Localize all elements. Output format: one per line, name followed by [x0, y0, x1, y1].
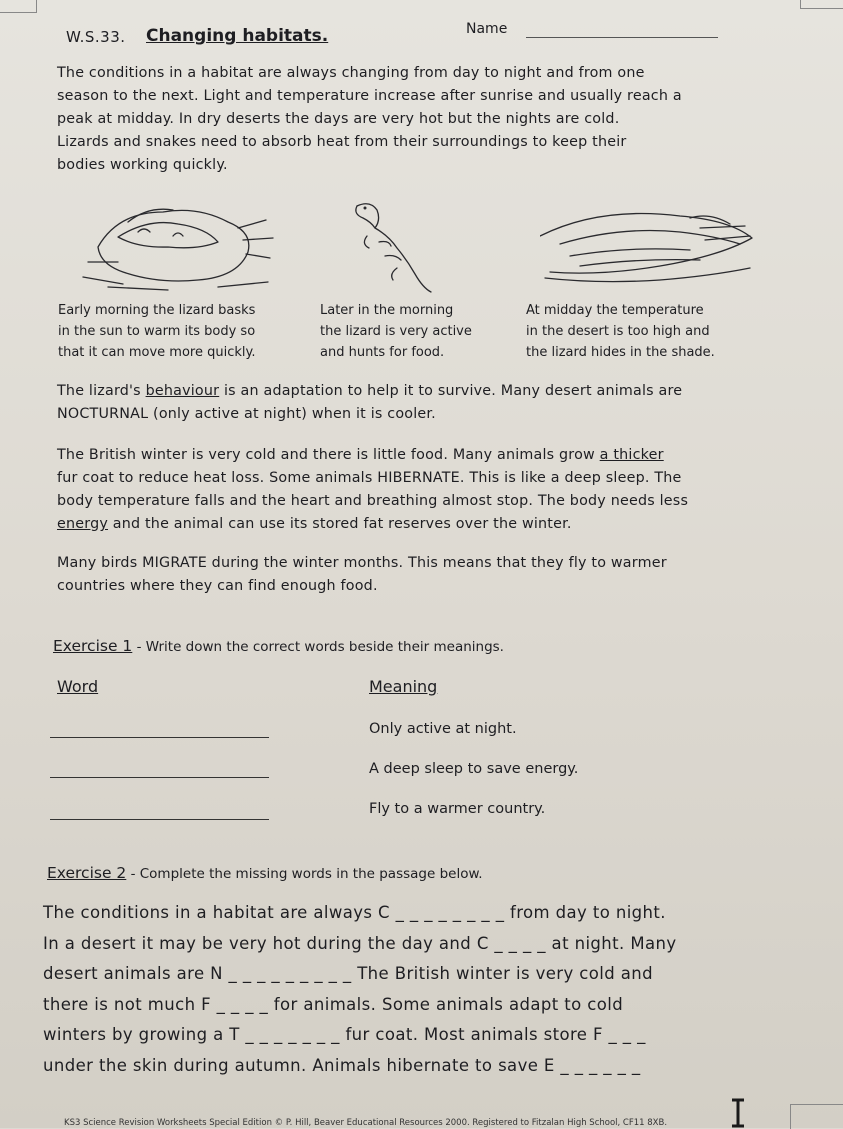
- cloze-line[interactable]: under the skin during autumn. Animals hibernate to save E _ _ _ _ _ _: [43, 1055, 641, 1075]
- exercise-2-heading: [47, 863, 483, 882]
- meaning-column-header: Meaning: [369, 677, 438, 696]
- cloze-line[interactable]: winters by growing a T _ _ _ _ _ _ _ fur coat. Most animals store F _ _ _: [43, 1025, 646, 1044]
- winter-line: body temperature falls and the heart and breathing almost stop. The body needs less: [57, 493, 689, 509]
- caption-early-morning: [58, 300, 255, 363]
- caption-line: Early morning the lizard basks: [58, 303, 256, 318]
- name-label: Name: [466, 21, 508, 37]
- cloze-line[interactable]: desert animals are N _ _ _ _ _ _ _ _ _ The British winter is very cold and: [43, 964, 654, 983]
- page-title: Changing habitats.: [146, 26, 329, 46]
- behaviour-line: NOCTURNAL (only active at night) when it is cooler.: [57, 406, 436, 422]
- text-run: and the animal can use its stored fat reserves over the winter.: [108, 516, 572, 532]
- exercise-instruction: - Write down the correct words beside their meanings.: [132, 639, 504, 655]
- intro-line: The conditions in a habitat are always changing from day to night and from one: [57, 65, 645, 81]
- text-cursor-icon: [728, 1098, 748, 1128]
- text-run: is an adaptation to help it to survive. Many desert animals are: [219, 383, 683, 399]
- scan-corner-mark: [790, 1104, 843, 1129]
- winter-paragraph: [57, 444, 757, 536]
- answer-blank[interactable]: [50, 819, 269, 820]
- caption-line: and hunts for food.: [320, 345, 445, 360]
- cloze-line[interactable]: there is not much F _ _ _ _ for animals. Some animals adapt to cold: [43, 994, 624, 1014]
- migrate-line: countries where they can find enough food.: [57, 578, 378, 594]
- caption-line: that it can move more quickly.: [58, 345, 256, 360]
- migrate-line: Many birds MIGRATE during the winter months. This means that they fly to warmer: [57, 555, 667, 571]
- name-field[interactable]: [526, 37, 718, 38]
- footer-credit: KS3 Science Revision Worksheets Special Edition © P. Hill, Beaver Educational Resources 2000. Registered to Fitzalan High School, CF11 8XB.: [64, 1118, 668, 1128]
- intro-line: season to the next. Light and temperature increase after sunrise and usually reach a: [57, 88, 682, 104]
- caption-midday: [526, 300, 715, 363]
- intro-line: bodies working quickly.: [57, 157, 228, 173]
- underlined-word: energy: [57, 516, 109, 532]
- lizard-hunting-illustration: [345, 196, 435, 296]
- meaning-text: Only active at night.: [369, 721, 517, 737]
- answer-blank[interactable]: [50, 777, 269, 778]
- underlined-phrase: a thicker: [599, 447, 664, 463]
- answer-blank[interactable]: [50, 737, 269, 738]
- caption-line: in the sun to warm its body so: [58, 324, 256, 339]
- intro-paragraph: [57, 62, 757, 177]
- behaviour-paragraph: [57, 380, 757, 426]
- cloze-line[interactable]: In a desert it may be very hot during the day and C _ _ _ _ at night. Many: [43, 933, 677, 953]
- underlined-word: behaviour: [145, 383, 220, 399]
- lizard-hiding-illustration: [540, 196, 760, 296]
- worksheet-code: W.S.33.: [66, 28, 126, 46]
- scan-corner-mark: [800, 0, 843, 9]
- caption-line: in the desert is too high and: [526, 324, 710, 339]
- caption-line: Later in the morning: [320, 303, 454, 318]
- lizard-basking-illustration: [78, 192, 278, 292]
- exercise-title: Exercise 2: [47, 864, 127, 882]
- caption-line: At midday the temperature: [526, 303, 704, 318]
- winter-line: [57, 444, 757, 467]
- intro-line: peak at midday. In dry deserts the days are very hot but the nights are cold.: [57, 111, 620, 127]
- winter-line: fur coat to reduce heat loss. Some animals HIBERNATE. This is like a deep sleep. The: [57, 470, 682, 486]
- meaning-text: A deep sleep to save energy.: [369, 761, 579, 777]
- caption-later-morning: [320, 300, 472, 363]
- exercise-1-heading: [53, 636, 504, 655]
- caption-line: the lizard hides in the shade.: [526, 345, 715, 360]
- behaviour-line: [57, 380, 757, 403]
- exercise-title: Exercise 1: [53, 637, 133, 655]
- meaning-text: Fly to a warmer country.: [369, 801, 546, 817]
- exercise-instruction: - Complete the missing words in the passage below.: [126, 866, 483, 882]
- migrate-paragraph: [57, 552, 757, 598]
- cloze-line[interactable]: The conditions in a habitat are always C _ _ _ _ _ _ _ _ from day to night.: [43, 903, 666, 922]
- winter-line: [57, 513, 757, 536]
- intro-line: Lizards and snakes need to absorb heat from their surroundings to keep their: [57, 134, 627, 150]
- text-run: The lizard's: [57, 383, 146, 399]
- caption-line: the lizard is very active: [320, 324, 472, 339]
- scan-corner-mark: [0, 0, 37, 13]
- text-run: The British winter is very cold and there is little food. Many animals grow: [57, 447, 600, 463]
- word-column-header: Word: [57, 677, 99, 696]
- cloze-passage: [43, 898, 778, 1081]
